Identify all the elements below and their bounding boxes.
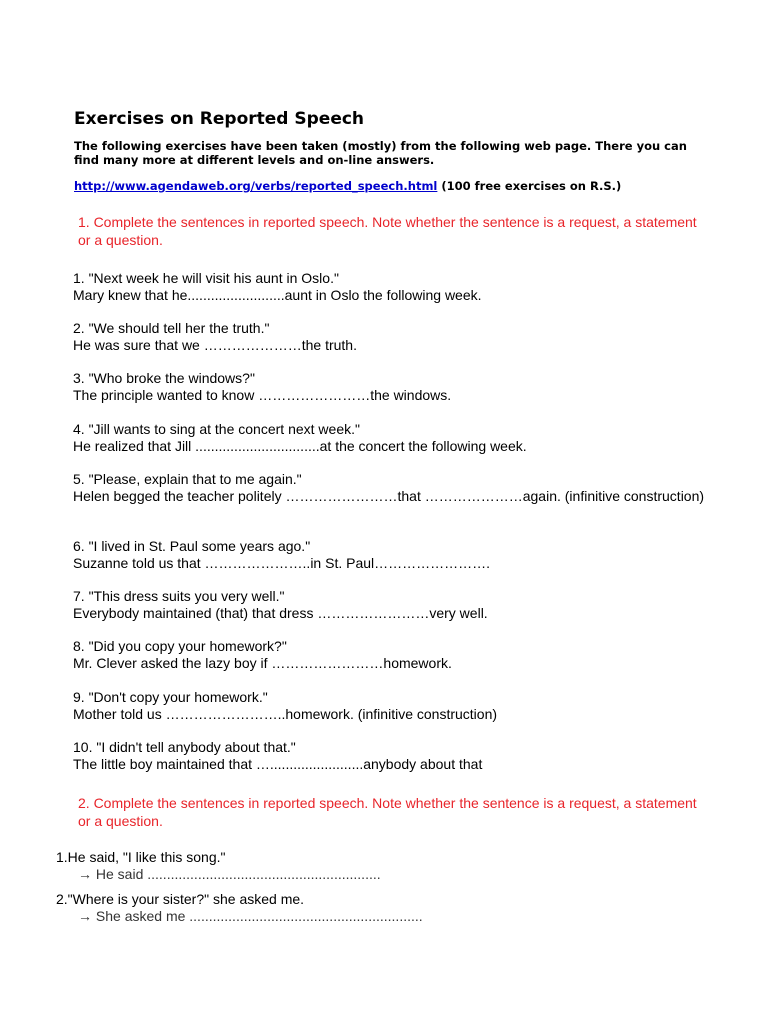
exercise-quote: 3. "Who broke the windows?" — [73, 370, 255, 386]
exercise-prompt: Mother told us ……………………..homework. (infinitive construction) — [73, 706, 498, 722]
exercise-item-2 — [73, 320, 713, 354]
exercise-prompt: Helen begged the teacher politely ……………………that …………………again. (infinitive construction) — [73, 488, 705, 504]
section2-answer-line: → He said ............................................................ — [78, 866, 381, 882]
exercise-quote: 1. "Next week he will visit his aunt in Oslo." — [73, 270, 339, 286]
section2-quote: 2."Where is your sister?" she asked me. — [56, 891, 305, 907]
exercise-quote: 6. "I lived in St. Paul some years ago." — [73, 538, 311, 554]
exercise-quote: 2. "We should tell her the truth." — [73, 320, 270, 336]
exercise-item-1 — [73, 270, 713, 304]
exercise-item-5 — [73, 471, 713, 505]
section1-instruction: 1. Complete the sentences in reported speech. Note whether the sentence is a request, a statement or a question. — [78, 214, 697, 248]
exercise-item-9 — [73, 689, 713, 723]
exercise-prompt: He was sure that we …………………the truth. — [73, 337, 357, 353]
exercise-prompt: He realized that Jill ................................at the concert the following week. — [73, 438, 527, 454]
exercise-quote: 9. "Don't copy your homework." — [73, 689, 268, 705]
exercise-quote: 8. "Did you copy your homework?" — [73, 638, 287, 654]
section2-quote: 1.He said, "I like this song." — [56, 849, 226, 865]
exercise-quote: 4. "Jill wants to sing at the concert next week." — [73, 421, 360, 437]
exercise-quote: 7. "This dress suits you very well." — [73, 588, 285, 604]
exercise-item-8 — [73, 638, 713, 672]
exercise-quote: 10. "I didn't tell anybody about that." — [73, 739, 296, 755]
exercise-item-3 — [73, 370, 713, 404]
section2-instruction: 2. Complete the sentences in reported speech. Note whether the sentence is a request, a statement or a question. — [78, 795, 697, 829]
exercise-item-10 — [73, 739, 713, 773]
exercise-prompt: Mr. Clever asked the lazy boy if ……………………homework. — [73, 655, 452, 671]
exercise-item-6 — [73, 538, 713, 572]
section2-item-1 — [56, 849, 716, 883]
exercise-prompt: The principle wanted to know ……………………the windows. — [73, 387, 452, 403]
source-link[interactable]: http://www.agendaweb.org/verbs/reported_speech.html — [74, 179, 438, 193]
exercise-prompt: Everybody maintained (that) that dress ……………………very well. — [73, 605, 488, 621]
exercise-quote: 5. "Please, explain that to me again." — [73, 471, 302, 487]
source-line — [74, 179, 621, 193]
document-title: Exercises on Reported Speech — [74, 109, 365, 129]
exercise-item-4 — [73, 421, 713, 455]
exercise-item-7 — [73, 588, 713, 622]
exercise-prompt: Mary knew that he.........................aunt in Oslo the following week. — [73, 287, 482, 303]
intro-paragraph: The following exercises have been taken (mostly) from the following web page. There you can find many more at different levels and on-line answers. — [74, 139, 687, 167]
exercise-prompt: Suzanne told us that …………………..in St. Paul……………………. — [73, 555, 491, 571]
section2-answer-line: → She asked me ............................................................ — [78, 908, 423, 924]
exercise-prompt: The little boy maintained that …........................anybody about that — [73, 756, 483, 772]
section2-item-2 — [56, 891, 716, 925]
source-note: (100 free exercises on R.S.) — [437, 179, 622, 193]
